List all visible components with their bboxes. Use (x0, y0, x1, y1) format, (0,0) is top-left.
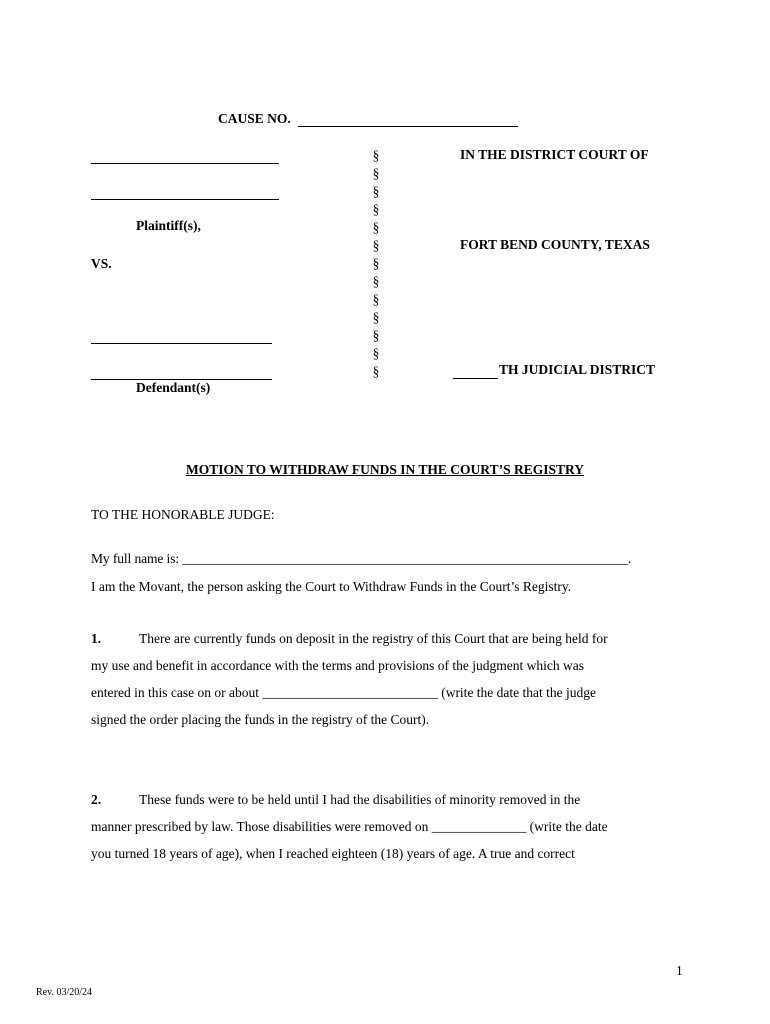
section-symbol: § (372, 148, 380, 163)
plaintiff-label: Plaintiff(s), (136, 218, 201, 233)
paragraph-2-line-3: you turned 18 years of age), when I reached eighteen (18) years of age. A true and correct (91, 846, 575, 861)
paragraph-2-line-1: These funds were to be held until I had the disabilities of minority removed in the (139, 792, 581, 807)
document-title: MOTION TO WITHDRAW FUNDS IN THE COURT’S REGISTRY (185, 462, 584, 477)
revision-date: Rev. 03/20/24 (36, 987, 93, 998)
paragraph-1-line-3: entered in this case on or about __________________________ (write the date that the judge (91, 685, 597, 700)
cause-number-label: CAUSE NO. (218, 111, 291, 126)
full-name-line: My full name is: ___________________________________________________________________. (91, 551, 632, 566)
page-number: 1 (676, 963, 683, 978)
section-symbol: § (372, 256, 380, 271)
versus-label: VS. (91, 256, 112, 271)
court-name-line-1: IN THE DISTRICT COURT OF (460, 147, 649, 162)
section-symbol: § (372, 220, 380, 235)
paragraph-1-line-2: my use and benefit in accordance with the terms and provisions of the judgment which was (91, 658, 584, 673)
plaintiff-name-blank-1 (91, 163, 279, 164)
court-name-line-2: FORT BEND COUNTY, TEXAS (460, 237, 650, 252)
section-symbol: § (372, 364, 380, 379)
district-number-blank (453, 378, 498, 379)
section-symbol: § (372, 184, 380, 199)
defendant-name-blank-1 (91, 343, 272, 344)
section-symbol: § (372, 292, 380, 307)
movant-statement: I am the Movant, the person asking the Court to Withdraw Funds in the Court’s Registry. (91, 579, 572, 594)
section-symbol: § (372, 310, 380, 325)
paragraph-2-line-2: manner prescribed by law. Those disabilities were removed on ______________ (write the date (91, 819, 608, 834)
section-symbol: § (372, 238, 380, 253)
section-symbol: § (372, 166, 380, 181)
paragraph-1-number: 1. (91, 631, 102, 646)
defendant-label: Defendant(s) (136, 380, 211, 395)
salutation: TO THE HONORABLE JUDGE: (91, 507, 275, 522)
cause-number-blank (298, 126, 518, 127)
section-symbol: § (372, 274, 380, 289)
paragraph-1-line-4: signed the order placing the funds in the registry of the Court). (91, 712, 430, 727)
court-name-line-3: TH JUDICIAL DISTRICT (499, 362, 656, 377)
paragraph-1-line-1: There are currently funds on deposit in the registry of this Court that are being held for (139, 631, 608, 646)
paragraph-2-number: 2. (91, 792, 102, 807)
section-symbol: § (372, 346, 380, 361)
plaintiff-name-blank-2 (91, 199, 279, 200)
section-symbol: § (372, 328, 380, 343)
section-symbol: § (372, 202, 380, 217)
